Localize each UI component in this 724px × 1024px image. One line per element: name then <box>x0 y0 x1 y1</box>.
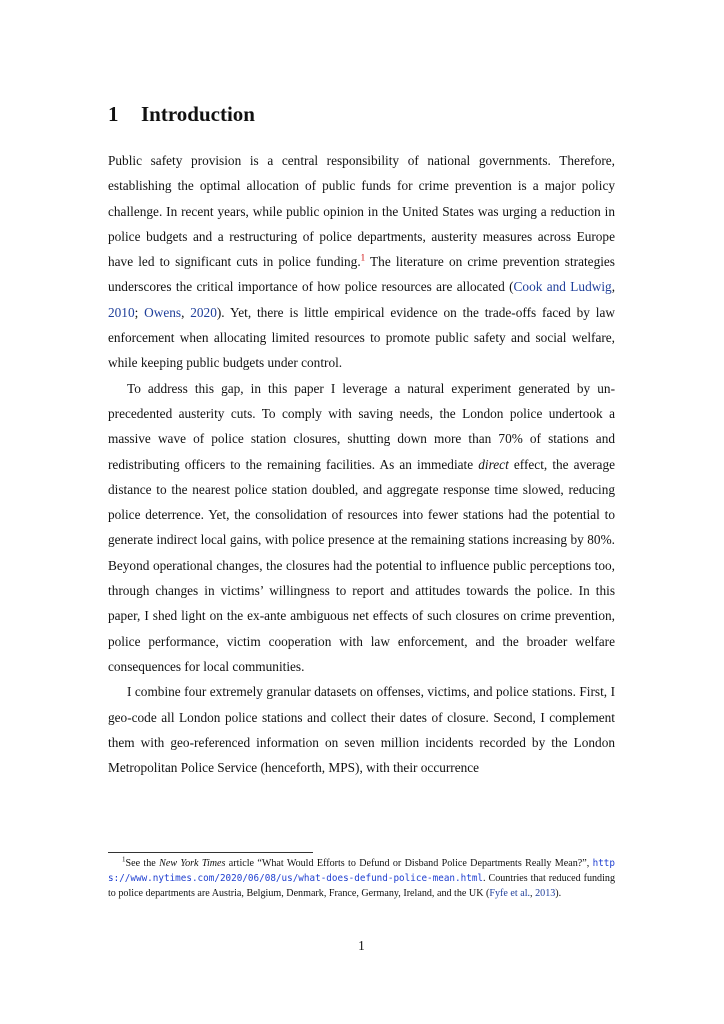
page-number: 1 <box>358 938 365 953</box>
section-title: Introduction <box>141 102 255 126</box>
paragraph-text: effect, the average distance to the nearest police station doubled, and aggregate response time slowed, reducing police deterrence. Yet, the consolidation of resources into fewer stations had the potential to generate indirect local gains, with police presence at the remaining stations increasing by 80%. Beyond operational changes, the closures had the potential to influence public perceptions too, through changes in victims’ willingness to report and attitudes towards the police. In this paper, I shed light on the ex-ante ambiguous net effects of such closures on crime prevention, police performance, victim cooperation with law enforcement, and the broader welfare consequences for local communities. <box>108 456 616 674</box>
paragraph-text: Public safety provision is a central responsibility of national governments. Therefore, establishing the optimal allocation of public funds for crime prevention is a major policy challenge. In recent years, while public opinion in the United States was urging a reduction in police budgets and a restructuring of police departments, austerity measures across Europe have led to significant cuts in police funding. <box>108 153 615 270</box>
paragraph-text: The literature on crime prevention strategies underscores the critical importance of how police resources are allocated ( <box>108 254 615 295</box>
emphasis-text: direct <box>478 456 509 472</box>
footnote-text: article “What Would Efforts to Defund or Disband Police Departments Really Mean?”, <box>225 858 593 869</box>
footnote-number: 1 <box>122 855 126 864</box>
paragraph-text: ). Yet, there is little empirical evidence on the trade-offs faced by law enforcement when allocating limited resources to promote public safety and social welfare, while keeping public budgets under control. <box>108 304 615 371</box>
paragraph-text: To address this gap, in this paper I leverage a natural experiment generated by unprecedented austerity cuts. To comply with saving needs, the London police undertook a massive wave of police station closures, shutting down more than 70% of stations and redistributing officers to the remaining facilities. As an immediate <box>108 380 615 472</box>
citation-link[interactable]: 2013 <box>535 887 556 899</box>
footnote-text: , <box>530 887 536 899</box>
citation-link[interactable]: 2010 <box>108 304 135 320</box>
footnote-divider <box>108 852 313 853</box>
footnote <box>108 857 615 901</box>
paragraph-2 <box>108 376 615 680</box>
citation-link[interactable]: Cook and Ludwig <box>513 279 612 295</box>
paragraph-text: , <box>611 279 616 295</box>
citation-link[interactable]: Fyfe et al. <box>489 887 531 899</box>
footnote-text: See the <box>125 858 160 869</box>
body-text <box>108 148 615 780</box>
paragraph-3: I combine four extremely granular datasets on offenses, victims, and police stations. First, I geo-code all London police stations and collect their dates of closure. Second, I complement them with geo-referenced information on seven million incidents recorded by the London Metropolitan Police Service (henceforth, MPS), with their occurrence <box>108 684 615 776</box>
section-heading <box>108 104 255 125</box>
paragraph-1 <box>108 148 615 376</box>
footnote-text: ). <box>555 887 562 899</box>
footnote-text: . Countries that reduced funding to police departments are Austria, Belgium, Denmark, France, Germany, Ireland, and the UK ( <box>108 872 615 899</box>
section-number: 1 <box>108 102 119 126</box>
footnote-url-link[interactable]: https://www.nytimes.com/2020/06/08/us/what-does-defund-police-mean.html <box>108 858 615 884</box>
footnote-emphasis: New York Times <box>159 858 226 869</box>
citation-link[interactable]: 2020 <box>190 304 217 320</box>
citation-link[interactable]: Owens <box>144 304 182 320</box>
paragraph-text: ; <box>134 304 145 320</box>
footnote-marker[interactable]: 1 <box>360 252 366 263</box>
paragraph-text: , <box>181 304 191 320</box>
